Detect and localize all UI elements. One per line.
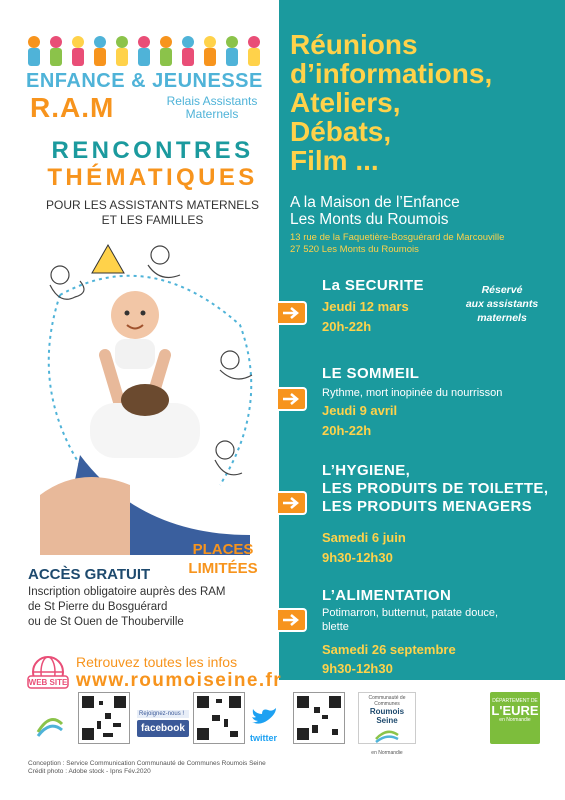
audience-line-1: POUR LES ASSISTANTS MATERNELS	[46, 198, 259, 212]
twitter-label: twitter	[250, 733, 277, 743]
twitter-bird-icon	[250, 706, 280, 728]
facebook-tagline: Rejoignez-nous !	[137, 710, 189, 718]
eure-department-logo	[490, 692, 540, 744]
acces-gratuit-title: ACCÈS GRATUIT	[28, 566, 151, 583]
twitter-logo[interactable]	[250, 706, 292, 746]
venue	[290, 194, 560, 228]
session-4-date: Samedi 26 septembre	[322, 642, 456, 657]
cc-line-1: Communauté de Communes	[368, 695, 406, 707]
acces-line: Inscription obligatoire auprès des RAM	[28, 586, 226, 598]
title-line: Film ...	[290, 145, 379, 176]
cc-line-3: en Normandie	[371, 750, 403, 756]
session-3-title	[322, 462, 552, 516]
eure-small-text: DÉPARTEMENT DE	[492, 698, 538, 704]
address-line-1: 13 rue de la Faquetière-Bosguérard de Marcouville	[290, 232, 505, 243]
main-title	[290, 30, 560, 175]
cc-line-2: Roumois Seine	[369, 707, 405, 725]
session-2-time: 20h-22h	[322, 423, 372, 438]
credit-line: Crédit photo : Adobe stock - Ipns Fév.2020	[28, 768, 151, 775]
acces-line: ou de St Ouen de Thouberville	[28, 616, 184, 628]
ram-subtitle: Relais Assistants Maternels	[166, 94, 258, 121]
ram-title: R.A.M	[30, 92, 115, 123]
eure-label: L'EURE	[491, 703, 539, 718]
session-2-title: LE SOMMEIL	[322, 365, 420, 382]
session-4-title: L’ALIMENTATION	[322, 587, 452, 604]
brand-title: ENFANCE & JEUNESSE	[26, 70, 263, 92]
venue-line-1: A la Maison de l’Enfance	[290, 194, 460, 211]
title-line: Débats,	[290, 116, 392, 147]
places-limitees	[168, 540, 278, 578]
arrow-icon	[278, 301, 307, 325]
communaute-communes-logo	[358, 692, 416, 756]
session-1-time: 20h-22h	[322, 319, 372, 334]
session-1-title: La SECURITE	[322, 277, 424, 294]
rencontres-heading: RENCONTRES	[51, 137, 254, 164]
retrouvez-text: Retrouvez toutes les infos	[76, 654, 238, 670]
qr-code-website[interactable]	[78, 692, 130, 744]
session-3-date: Samedi 6 juin	[322, 530, 406, 545]
roumois-seine-logo-icon	[32, 708, 68, 742]
facebook-label: facebook	[137, 720, 189, 737]
session-2-date: Jeudi 9 avril	[322, 403, 398, 418]
collab-line: avec la PMI	[429, 719, 477, 729]
reserve-line: maternels	[477, 312, 527, 324]
website-url-link[interactable]: www.roumoiseine.fr	[76, 670, 283, 691]
places-line-2: LIMITÉES	[188, 560, 258, 577]
eure-sub: en Normandie	[499, 717, 531, 723]
arrow-icon	[278, 491, 307, 515]
audience-subtitle	[30, 198, 275, 228]
session-3-time: 9h30-12h30	[322, 550, 393, 565]
session-4-desc-line: Potimarron, butternut, patate douce,	[322, 607, 499, 619]
parent-baby-photo	[20, 235, 280, 555]
qr-code-twitter[interactable]	[293, 692, 345, 744]
places-line-1: PLACES	[192, 541, 254, 558]
website-globe-icon	[24, 654, 72, 696]
thematiques-heading: THÉMATIQUES	[47, 164, 258, 191]
web-site-label: WEB SITE	[28, 678, 68, 687]
collab-line: collaboration	[427, 707, 479, 717]
session-4-desc	[322, 606, 557, 634]
collaboration-note	[418, 694, 488, 730]
session-3-title-line: L’HYGIENE,	[322, 462, 411, 479]
title-line: Ateliers,	[290, 87, 401, 118]
address	[290, 232, 562, 256]
reserve-note	[447, 283, 557, 325]
credit-line: Conception : Service Communication Communauté de Communes Roumois Seine	[28, 760, 266, 767]
audience-line-2: ET LES FAMILLES	[101, 213, 204, 227]
children-banner-illustration	[22, 30, 272, 70]
session-2-desc: Rythme, mort inopinée du nourrisson	[322, 387, 503, 399]
title-line: Réunions	[290, 29, 418, 60]
venue-line-2: Les Monts du Roumois	[290, 211, 449, 228]
qr-code-facebook[interactable]	[193, 692, 245, 744]
arrow-icon	[278, 608, 307, 632]
arrow-icon	[278, 387, 307, 411]
session-4-time: 9h30-12h30	[322, 661, 393, 676]
reserve-line: aux assistants	[465, 298, 539, 310]
title-line: d’informations,	[290, 58, 493, 89]
credits	[28, 760, 308, 776]
cc-swoosh-icon	[372, 725, 402, 745]
session-3-title-line: LES PRODUITS DE TOILETTE,	[322, 480, 549, 497]
acces-instructions	[28, 585, 258, 630]
facebook-logo[interactable]	[137, 710, 189, 742]
address-line-2: 27 520 Les Monts du Roumois	[290, 244, 419, 255]
session-1-date: Jeudi 12 mars	[322, 299, 409, 314]
reserve-line: Réservé	[481, 284, 523, 296]
session-4-desc-line: blette	[322, 621, 349, 633]
session-3-title-line: LES PRODUITS MENAGERS	[322, 498, 533, 515]
acces-line: de St Pierre du Bosguérard	[28, 601, 168, 613]
collab-line: En	[447, 695, 459, 705]
